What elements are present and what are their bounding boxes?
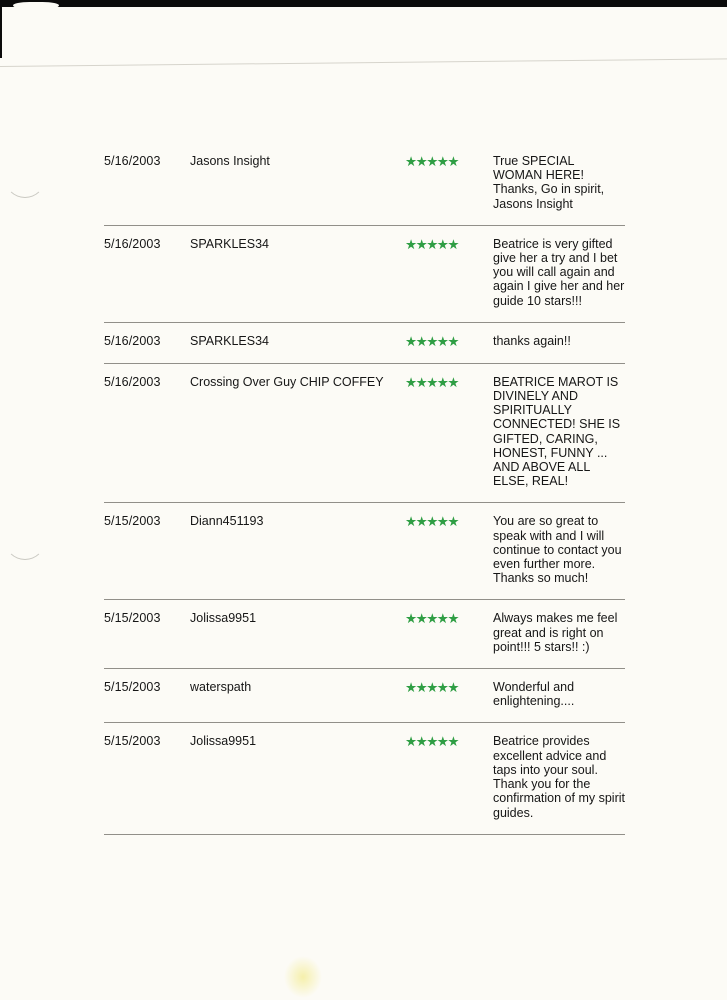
review-row <box>104 669 625 723</box>
review-comment: True SPECIAL WOMAN HERE! Thanks, Go in spirit, Jasons Insight <box>493 154 605 211</box>
review-comment: Always makes me feel great and is right on point!!! 5 stars!! :) <box>493 611 618 654</box>
five-star-rating-icon: ★★★★★ <box>405 154 459 170</box>
review-row <box>104 503 625 600</box>
scan-top-edge-artifact <box>0 0 727 7</box>
reviewer-name: Jolissa9951 <box>190 611 257 626</box>
review-date: 5/15/2003 <box>104 611 161 626</box>
five-star-rating-icon: ★★★★★ <box>405 333 459 350</box>
review-date: 5/15/2003 <box>104 514 161 529</box>
five-star-rating-icon: ★★★★★ <box>405 236 459 253</box>
review-row <box>104 143 625 226</box>
reviewer-name: waterspath <box>190 680 252 695</box>
reviewer-name: SPARKLES34 <box>190 333 269 348</box>
five-star-rating-icon: ★★★★★ <box>405 374 459 391</box>
five-star-rating-icon: ★★★★★ <box>405 734 459 751</box>
review-row <box>104 364 625 504</box>
five-star-rating-icon: ★★★★★ <box>405 514 459 531</box>
scan-left-edge-artifact <box>0 0 2 58</box>
review-date: 5/16/2003 <box>104 374 161 389</box>
five-star-rating-icon: ★★★★★ <box>405 680 459 697</box>
reviewer-name: Diann451193 <box>190 514 264 529</box>
punch-hole-arc <box>5 522 45 560</box>
review-comment: thanks again!! <box>493 333 571 348</box>
review-date: 5/16/2003 <box>104 154 161 168</box>
review-comment: BEATRICE MAROT IS DIVINELY AND SPIRITUALLY CONNECTED! SHE IS GIFTED, CARING, HONEST, FUNNY ... AND ABOVE ALL ELSE, REAL! <box>493 374 621 489</box>
reviewer-name: SPARKLES34 <box>190 236 269 251</box>
review-date: 5/16/2003 <box>104 236 161 251</box>
yellow-smudge <box>284 956 322 998</box>
review-comment: Beatrice provides excellent advice and taps into your soul. Thank you for the confirmation of my spirit guides. <box>493 734 625 820</box>
punch-hole-arc <box>5 160 45 198</box>
sheet-edge-line <box>0 58 727 67</box>
review-date: 5/15/2003 <box>104 734 161 749</box>
review-row <box>104 600 625 669</box>
scan-corner-notch <box>13 2 59 9</box>
review-date: 5/15/2003 <box>104 680 161 695</box>
review-comment: Beatrice is very gifted give her a try and I bet you will call again and again I give her and her guide 10 stars!!! <box>493 236 625 308</box>
review-row <box>104 323 625 364</box>
reviewer-name: Jolissa9951 <box>190 734 257 749</box>
reviewer-name: Jasons Insight <box>190 154 270 168</box>
reviewer-name: Crossing Over Guy CHIP COFFEY <box>190 374 384 389</box>
review-date: 5/16/2003 <box>104 333 161 348</box>
review-row <box>104 723 625 834</box>
review-comment: Wonderful and enlightening.... <box>493 680 575 709</box>
review-comment: You are so great to speak with and I will continue to contact you even further more. Thanks so much! <box>493 514 622 586</box>
review-list <box>104 143 625 835</box>
review-row <box>104 226 625 323</box>
five-star-rating-icon: ★★★★★ <box>405 611 459 628</box>
